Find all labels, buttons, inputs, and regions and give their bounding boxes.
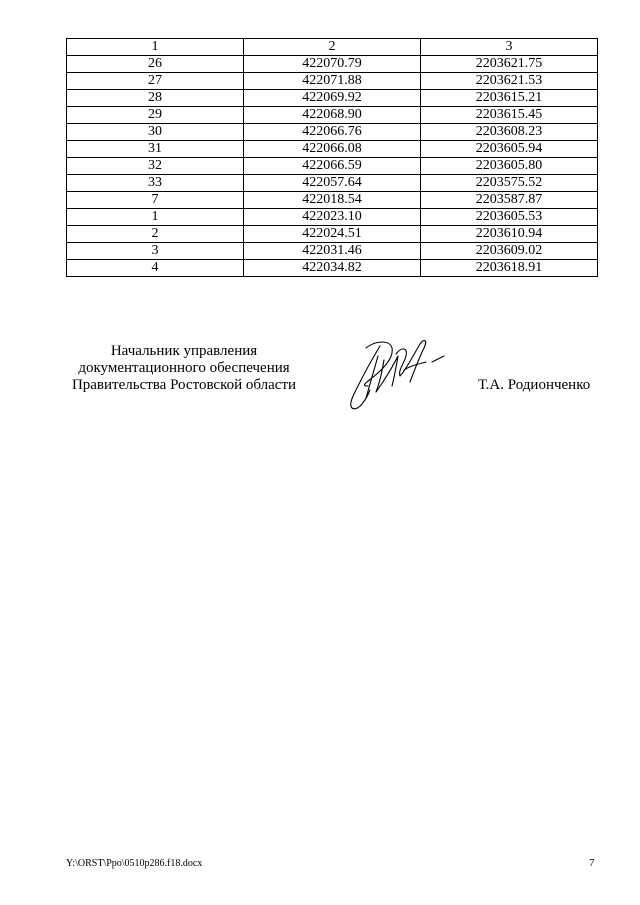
table-row [67, 243, 598, 260]
column-header: 3 [421, 39, 598, 56]
x-coordinate-cell: 422068.90 [244, 107, 421, 124]
x-coordinate-cell: 422066.76 [244, 124, 421, 141]
table-row [67, 73, 598, 90]
point-number-cell: 28 [67, 90, 244, 107]
signatory-title-line: документационного обеспечения [78, 360, 290, 376]
table-header-row [67, 39, 598, 56]
x-coordinate-cell: 422070.79 [244, 56, 421, 73]
point-number-cell: 30 [67, 124, 244, 141]
point-number-cell: 7 [67, 192, 244, 209]
point-number-cell: 2 [67, 226, 244, 243]
y-coordinate-cell: 2203615.21 [421, 90, 598, 107]
point-number-cell: 27 [67, 73, 244, 90]
point-number-cell: 32 [67, 158, 244, 175]
signatory-title-line: Начальник управления [110, 343, 258, 359]
y-coordinate-cell: 2203615.45 [421, 107, 598, 124]
table-row [67, 90, 598, 107]
y-coordinate-cell: 2203605.94 [421, 141, 598, 158]
column-header: 1 [67, 39, 244, 56]
point-number-cell: 1 [67, 209, 244, 226]
table-row [67, 107, 598, 124]
x-coordinate-cell: 422066.59 [244, 158, 421, 175]
table-row [67, 260, 598, 277]
y-coordinate-cell: 2203618.91 [421, 260, 598, 277]
table-row [67, 56, 598, 73]
page-number: 7 [589, 857, 595, 869]
table-row [67, 158, 598, 175]
x-coordinate-cell: 422071.88 [244, 73, 421, 90]
x-coordinate-cell: 422034.82 [244, 260, 421, 277]
point-number-cell: 29 [67, 107, 244, 124]
x-coordinate-cell: 422066.08 [244, 141, 421, 158]
y-coordinate-cell: 2203587.87 [421, 192, 598, 209]
x-coordinate-cell: 422069.92 [244, 90, 421, 107]
x-coordinate-cell: 422024.51 [244, 226, 421, 243]
table-row [67, 141, 598, 158]
footer-file-path: Y:\ORST\Ppo\0510p286.f18.docx [66, 858, 203, 869]
handwritten-signature [336, 326, 456, 416]
x-coordinate-cell: 422031.46 [244, 243, 421, 260]
table-row [67, 124, 598, 141]
table-row [67, 192, 598, 209]
x-coordinate-cell: 422023.10 [244, 209, 421, 226]
table-row [67, 209, 598, 226]
point-number-cell: 4 [67, 260, 244, 277]
y-coordinate-cell: 2203621.75 [421, 56, 598, 73]
table-row [67, 175, 598, 192]
table-row [67, 226, 598, 243]
coordinates-table [66, 38, 598, 277]
signatory-title-line: Правительства Ростовской области [71, 377, 297, 393]
y-coordinate-cell: 2203610.94 [421, 226, 598, 243]
y-coordinate-cell: 2203608.23 [421, 124, 598, 141]
column-header: 2 [244, 39, 421, 56]
point-number-cell: 33 [67, 175, 244, 192]
signatory-title [66, 343, 302, 394]
x-coordinate-cell: 422057.64 [244, 175, 421, 192]
signer-name: Т.А. Родионченко [478, 377, 591, 393]
y-coordinate-cell: 2203609.02 [421, 243, 598, 260]
y-coordinate-cell: 2203605.53 [421, 209, 598, 226]
y-coordinate-cell: 2203575.52 [421, 175, 598, 192]
point-number-cell: 3 [67, 243, 244, 260]
point-number-cell: 31 [67, 141, 244, 158]
y-coordinate-cell: 2203621.53 [421, 73, 598, 90]
x-coordinate-cell: 422018.54 [244, 192, 421, 209]
point-number-cell: 26 [67, 56, 244, 73]
y-coordinate-cell: 2203605.80 [421, 158, 598, 175]
